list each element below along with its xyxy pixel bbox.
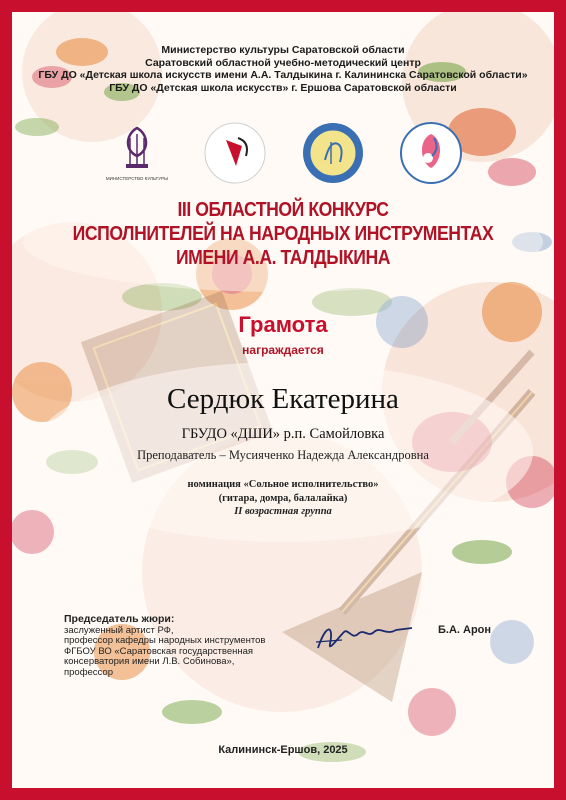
organizers-block (12, 44, 554, 94)
taldykin-art-school-logo (300, 120, 366, 186)
certificate-body (12, 12, 554, 788)
logo-caption: МИНИСТЕРСТВО КУЛЬТУРЫ (105, 176, 169, 181)
jury-chair-name: Б.А. Арон (438, 624, 492, 636)
age-group: II возрастная группа (234, 506, 332, 517)
organizer-line: ГБУ ДО «Детская школа искусств имени А.А. Талдыкина г. Калининска Саратовской области» (38, 69, 528, 81)
nomination-block (12, 478, 554, 519)
organizer-line: ГБУ ДО «Детская школа искусств» г. Ершова Саратовской области (109, 81, 457, 94)
awarded-text: награждается (242, 343, 324, 357)
regional-methodical-center-logo (202, 120, 268, 186)
organizer-line: Министерство культуры Саратовской области (161, 44, 405, 56)
ershov-art-school-logo (398, 120, 464, 186)
nomination: номинация «Сольное исполнительство» (187, 479, 379, 490)
jury-description-line: профессор кафедры народных инструментов (64, 635, 266, 646)
contest-title (45, 198, 522, 270)
jury-chair-label: Председатель жюри: (64, 613, 175, 625)
jury-description-line: заслуженный артист РФ, (64, 624, 174, 636)
contest-title-line: ИСПОЛНИТЕЛЕЙ НА НАРОДНЫХ ИНСТРУМЕНТАХ (72, 223, 494, 245)
jury-description-line: профессор (64, 666, 113, 678)
logos-row (104, 120, 464, 198)
ministry-of-culture-logo (104, 120, 170, 186)
recipient-name: Сердюк Екатерина (167, 383, 399, 415)
place-and-year: Калининск-Ершов, 2025 (218, 744, 348, 756)
jury-chair-block (64, 614, 304, 678)
jury-description-line: ФГБОУ ВО «Саратовская государственная (64, 645, 254, 657)
handwritten-signature (312, 618, 422, 658)
organizer-line: Саратовский областной учебно-методический центр (145, 56, 421, 69)
award-type: Грамота (238, 312, 328, 337)
jury-description-line: консерватория имени Л.В. Собинова», (64, 656, 235, 667)
contest-title-line: III ОБЛАСТНОЙ КОНКУРС (177, 199, 389, 221)
teacher-line: Преподаватель – Мусияченко Надежда Александровна (137, 448, 429, 462)
contest-title-line: ИМЕНИ А.А. ТАЛДЫКИНА (175, 247, 391, 269)
recipient-school: ГБУДО «ДШИ» р.п. Самойловка (181, 426, 385, 442)
instruments: (гитара, домра, балалайка) (218, 492, 348, 504)
